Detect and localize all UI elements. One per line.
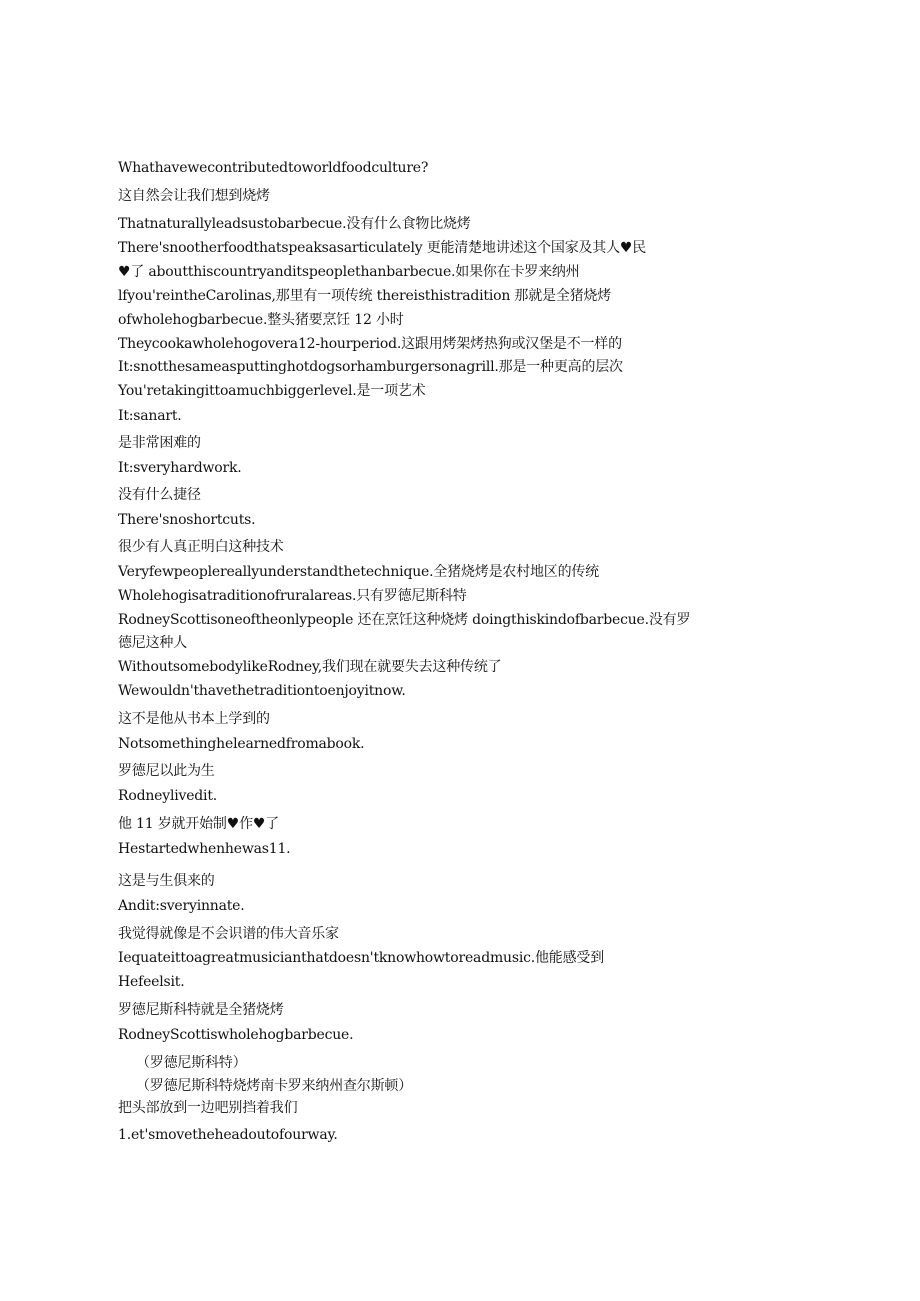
- text-line-en: RodneyScottiswholehogbarbecue.: [118, 1027, 354, 1043]
- text-line: Theycookawholehogovera12-hourperiod.这跟用烤架烤热狗或汉堡是不一样的: [118, 336, 622, 352]
- text-line-zh: 把头部放到一边吧别挡着我们: [118, 1100, 298, 1116]
- text-line-zh: 他 11 岁就开始制♥作♥了: [118, 816, 280, 832]
- text-line-en: 1.et'smovetheheadoutofourway.: [118, 1127, 338, 1143]
- text-line-en: Hefeelsit.: [118, 974, 185, 990]
- text-line: Veryfewpeoplereallyunderstandthetechnique.全猪烧烤是农村地区的传统: [118, 564, 599, 580]
- text-line: lfyou'reintheCarolinas,那里有一项传统 thereisthistradition 那就是全猪烧烤: [118, 288, 612, 304]
- text-line-zh: 德尼这种人: [118, 635, 187, 651]
- text-line: It:snotthesameasputtinghotdogsorhamburgersonagrill.那是一种更高的层次: [118, 359, 623, 375]
- text-line-zh: 这自然会让我们想到烧烤: [118, 188, 270, 204]
- text-line: ofwholehogbarbecue.整头猪要烹饪 12 小时: [118, 312, 404, 328]
- text-line: There'snootherfoodthatspeaksasarticulately 更能清楚地讲述这个国家及其人♥民: [118, 240, 647, 256]
- text-line-en: Hestartedwhenhewas11.: [118, 841, 291, 857]
- text-line: You'retakingittoamuchbiggerlevel.是一项艺术: [118, 383, 426, 399]
- text-line-zh: 很少有人真正明白这种技术: [118, 539, 284, 555]
- text-line-en: It:sveryhardwork.: [118, 460, 242, 476]
- document-page: [118, 0, 718, 1301]
- text-line-en: There'snoshortcuts.: [118, 512, 256, 528]
- text-line-en: Notsomethinghelearnedfromabook.: [118, 736, 365, 752]
- text-line-zh: 罗德尼斯科特就是全猪烧烤: [118, 1002, 284, 1018]
- text-line-zh: 这不是他从书本上学到的: [118, 711, 270, 727]
- text-line-en: Wewouldn'thavethetraditiontoenjoyitnow.: [118, 683, 406, 699]
- text-line: ♥了 aboutthiscountryanditspeoplethanbarbecue.如果你在卡罗来纳州: [118, 264, 580, 280]
- caption-line: （罗德尼斯科特）: [136, 1055, 247, 1071]
- text-line-en: It:sanart.: [118, 408, 182, 424]
- text-line-en: Andit:sveryinnate.: [118, 898, 245, 914]
- text-line-zh: 这是与生俱来的: [118, 873, 215, 889]
- text-line: Wholehogisatraditionofruralareas.只有罗德尼斯科特: [118, 588, 467, 604]
- text-line: WithoutsomebodylikeRodney,我们现在就要失去这种传统了: [118, 659, 502, 675]
- text-line-en: Rodneylivedit.: [118, 788, 218, 804]
- text-line: RodneyScottisoneoftheonlypeople 还在烹饪这种烧烤 doingthiskindofbarbecue.没有罗: [118, 612, 691, 628]
- text-line-en: Whathavewecontributedtoworldfoodculture?: [118, 160, 429, 176]
- caption-line: （罗德尼斯科特烧烤南卡罗来纳州查尔斯顿）: [136, 1078, 412, 1094]
- text-line-zh: 我觉得就像是不会识谱的伟大音乐家: [118, 926, 339, 942]
- text-line-zh: 罗德尼以此为生: [118, 763, 215, 779]
- text-line: Thatnaturallyleadsustobarbecue.没有什么食物比烧烤: [118, 216, 471, 232]
- text-line-zh: 是非常困难的: [118, 435, 201, 451]
- text-line-zh: 没有什么捷径: [118, 487, 201, 503]
- text-line: Iequateittoagreatmusicianthatdoesn'tknowhowtoreadmusic.他能感受到: [118, 950, 604, 966]
